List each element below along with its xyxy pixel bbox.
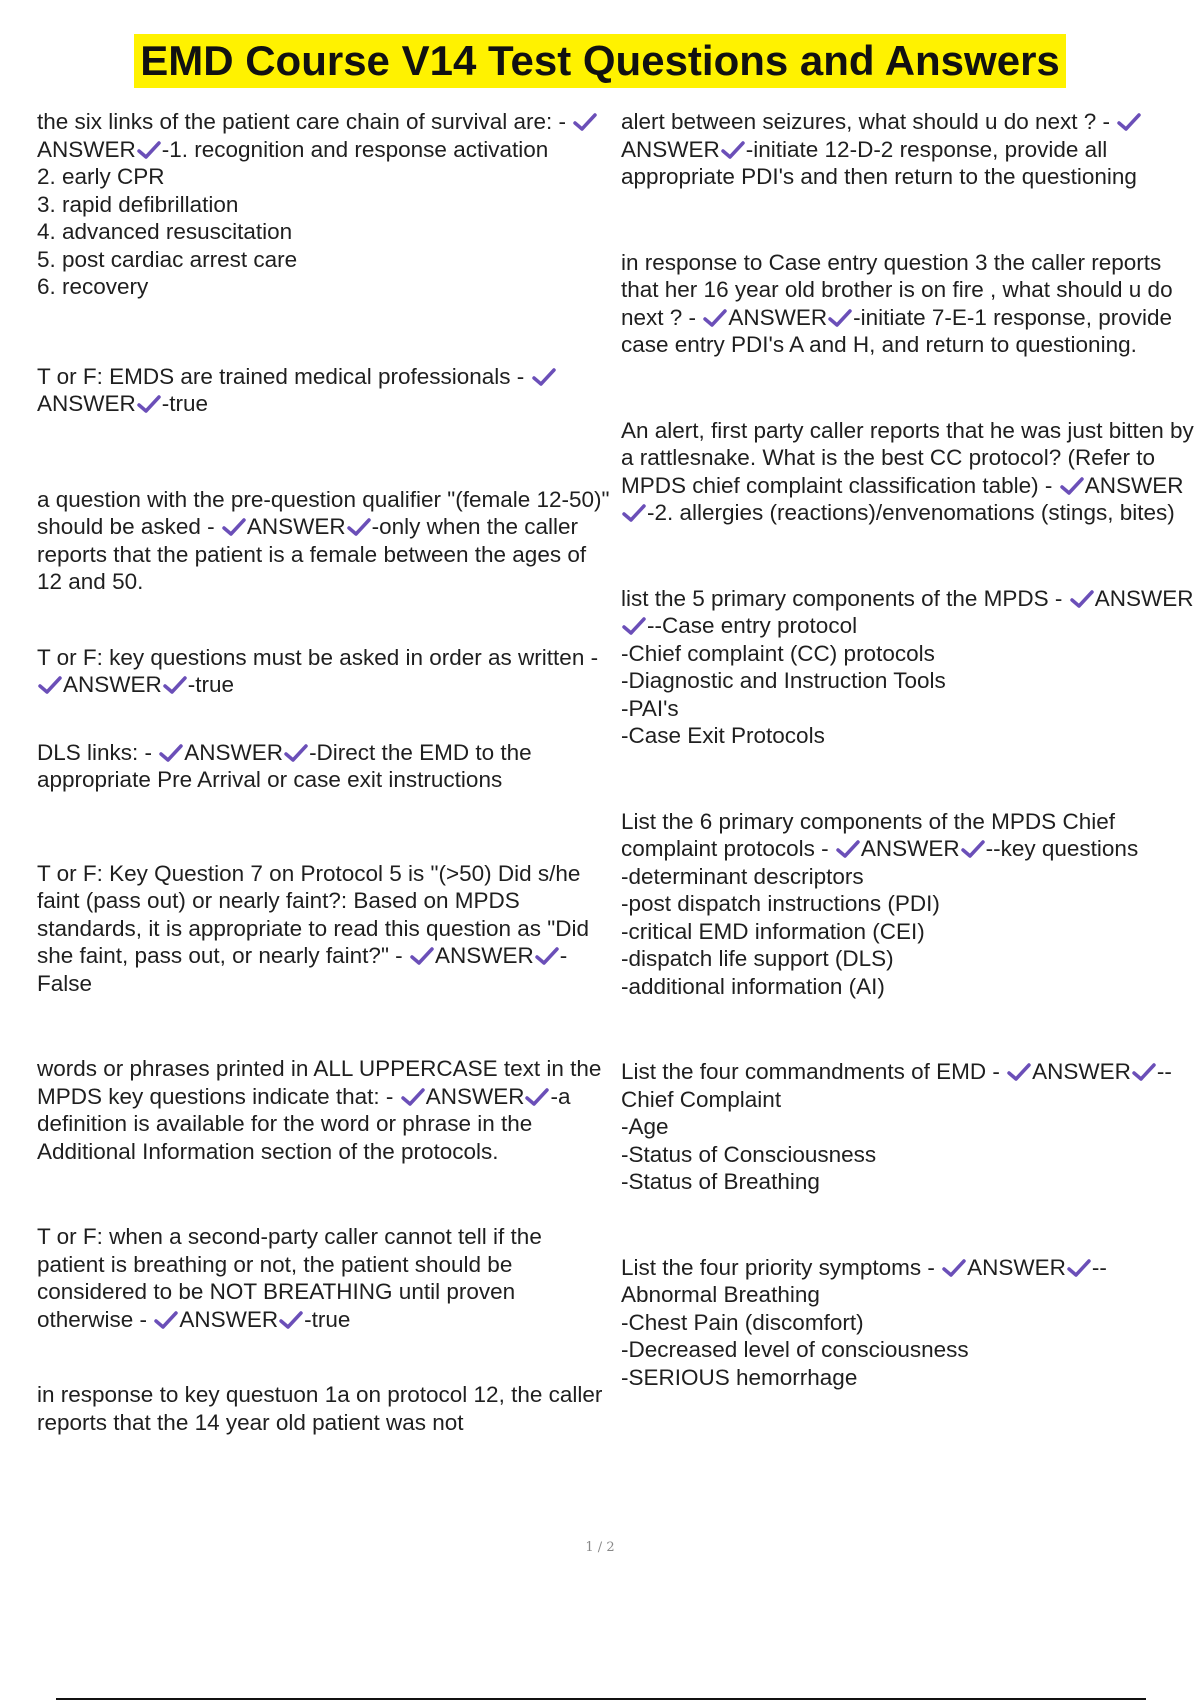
check-icon (573, 112, 597, 132)
answer-label: ANSWER (860, 836, 960, 861)
question-text: List the 6 primary components of the MPDS Chief complaint protocols - (621, 808, 1115, 861)
check-icon (279, 1310, 303, 1330)
check-icon (154, 1310, 178, 1330)
answer-text: -1. recognition and response activation 2. early CPR 3. rapid defibrillation 4. advanced resuscitation 5. post cardiac arrest care 6. recovery (37, 136, 549, 299)
answer-label: ANSWER (967, 1254, 1066, 1280)
answer-text: -2. allergies (reactions)/envenomations (stings, bites) (647, 500, 1175, 525)
answer-label: ANSWER (63, 672, 162, 697)
question-text: T or F: Key Question 7 on Protocol 5 is "(>50) Did s/he faint (pass out) or nearly faint?: Based on MPDS standards, it is appropriate to read this question as "Did she faint, pass out, or nearly faint?" - (37, 860, 590, 968)
answer-label: ANSWER (425, 1083, 525, 1109)
answer-label: ANSWER (1094, 585, 1194, 611)
check-icon (137, 140, 161, 160)
check-icon (942, 1258, 966, 1278)
question-text: List the four commandments of EMD - (621, 1059, 1000, 1084)
question-text: DLS links: - (37, 739, 153, 765)
qa-item (37, 644, 612, 699)
question-text: the six links of the patient care chain of survival are: - (37, 109, 567, 134)
answer-label: ANSWER (434, 943, 534, 968)
question-text: T or F: key questions must be asked in order as written - (37, 644, 599, 670)
check-icon (535, 946, 559, 966)
answer-label: ANSWER (179, 1306, 279, 1332)
qa-item (37, 860, 612, 998)
answer-label: ANSWER (1032, 1059, 1131, 1084)
check-icon (1060, 476, 1084, 496)
answer-label: ANSWER (728, 304, 828, 330)
check-icon (1070, 589, 1094, 609)
answer-text: -Direct the EMD to the appropriate Pre Arrival or case exit instructions (37, 739, 532, 792)
answer-text: -a definition is available for the word or phrase in the Additional Information section of the protocols. (37, 1083, 571, 1164)
check-icon (1007, 1062, 1031, 1082)
question-text: words or phrases printed in ALL UPPERCASE text in the MPDS key questions indicate that: - (37, 1056, 602, 1109)
answer-text: -true (161, 391, 209, 416)
answer-text: -initiate 12-D-2 response, provide all appropriate PDI's and then return to the questioning (621, 136, 1137, 189)
qa-item (621, 1254, 1196, 1392)
qa-item (621, 417, 1196, 527)
qa-item (621, 1058, 1196, 1196)
qa-item (37, 486, 612, 596)
check-icon (137, 394, 161, 414)
answer-text: --key questions -determinant descriptors -post dispatch instructions (PDI) -critical EMD information (CEI) -dispatch life support (DLS) -additional information (AI) (621, 836, 1139, 999)
qa-item (621, 249, 1196, 359)
qa-item (37, 1223, 612, 1333)
check-icon (836, 839, 860, 859)
check-icon (703, 308, 727, 328)
check-icon (721, 140, 745, 160)
check-icon (622, 616, 646, 636)
question-text: a question with the pre-question qualifier "(female 12-50)" should be asked - (37, 486, 610, 539)
answer-label: ANSWER (37, 391, 136, 416)
question-text: List the four priority symptoms - (621, 1254, 935, 1280)
answer-text: --Case entry protocol -Chief complaint (CC) protocols -Diagnostic and Instruction Tools -PAI's -Case Exit Protocols (621, 613, 946, 748)
title-wrap (0, 34, 1200, 88)
check-icon (410, 946, 434, 966)
answer-text: -initiate 7-E-1 response, provide case entry PDI's A and H, and return to questioning. (621, 304, 1172, 357)
check-icon (159, 743, 183, 763)
check-icon (1067, 1258, 1091, 1278)
check-icon (401, 1087, 425, 1107)
answer-text: -only when the caller reports that the patient is a female between the ages of 12 and 50. (37, 514, 587, 594)
question-text: in response to key questuon 1a on protocol 12, the caller reports that the 14 year old patient was not (37, 1382, 603, 1435)
check-icon (525, 1087, 549, 1107)
qa-item (621, 585, 1196, 750)
question-text: T or F: EMDS are trained medical professionals - (37, 363, 525, 389)
page-title: EMD Course V14 Test Questions and Answers (134, 34, 1066, 88)
qa-item (37, 739, 612, 794)
left-column (37, 108, 612, 1436)
check-icon (622, 503, 646, 523)
check-icon (163, 675, 187, 695)
question-text: list the 5 primary components of the MPDS - (621, 585, 1063, 611)
page-number: 1 / 2 (585, 1540, 615, 1555)
check-icon (38, 675, 62, 695)
answer-label: ANSWER (184, 739, 284, 765)
qa-item (37, 108, 612, 301)
qa-item (37, 363, 612, 418)
check-icon (222, 517, 246, 537)
check-icon (828, 308, 852, 328)
question-text: in response to Case entry question 3 the caller reports that her 16 year old brother is on fire , what should u do next ? - (621, 249, 1173, 330)
right-column (621, 108, 1196, 1391)
check-icon (284, 743, 308, 763)
check-icon (532, 367, 556, 387)
answer-label: ANSWER (1084, 472, 1184, 498)
qa-item (621, 108, 1196, 191)
question-text: An alert, first party caller reports that he was just bitten by a rattlesnake. What is the best CC protocol? (Refer to MPDS chief complaint classification table) - (621, 417, 1194, 498)
question-text: alert between seizures, what should u do next ? - (621, 109, 1111, 134)
check-icon (1132, 1062, 1156, 1082)
check-icon (961, 839, 985, 859)
question-text: T or F: when a second-party caller cannot tell if the patient is breathing or not, the patient should be considered to be NOT BREATHING until proven otherwise - (37, 1224, 542, 1332)
answer-text: --Chief Complaint -Age -Status of Consciousness -Status of Breathing (621, 1059, 1172, 1194)
qa-item (37, 1055, 612, 1165)
answer-text: -False (37, 943, 568, 996)
qa-item (621, 808, 1196, 1001)
answer-text: -true (187, 672, 235, 697)
check-icon (1117, 112, 1141, 132)
check-icon (347, 517, 371, 537)
answer-label: ANSWER (246, 514, 346, 539)
qa-item (37, 1381, 612, 1436)
answer-label: ANSWER (621, 136, 720, 162)
answer-label: ANSWER (37, 136, 136, 162)
answer-text: --Abnormal Breathing -Chest Pain (discomfort) -Decreased level of consciousness -SERIOUS hemorrhage (621, 1254, 1107, 1390)
answer-text: -true (304, 1306, 351, 1332)
